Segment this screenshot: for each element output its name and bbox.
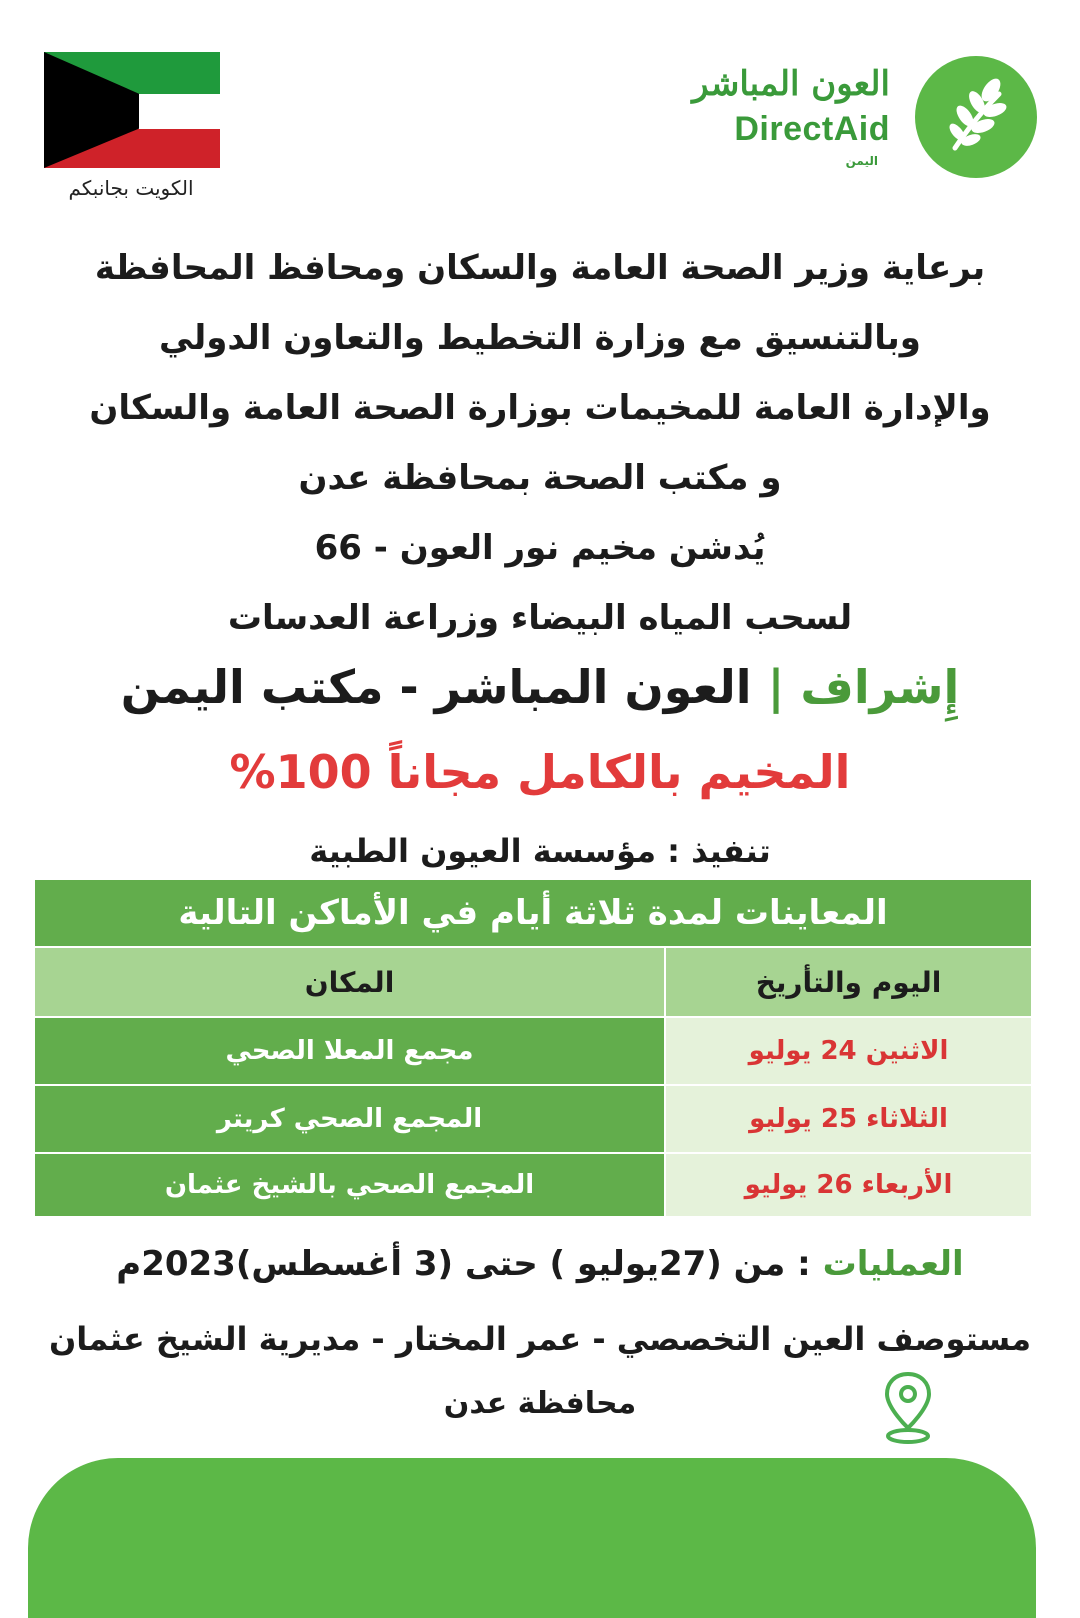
execution-line: تنفيذ : مؤسسة العيون الطبية — [309, 832, 771, 870]
camp-purpose-line: لسحب المياه البيضاء وزراعة العدسات — [227, 598, 853, 638]
row-place: مجمع المعلا الصحي — [35, 1018, 664, 1084]
table-header-row — [35, 948, 1031, 1016]
operations-dates: : من (27يوليو ) حتى (3 أغسطس)2023م — [116, 1244, 811, 1284]
row-place: المجمع الصحي كريتر — [35, 1086, 664, 1152]
intro-line-4: و مكتب الصحة بمحافظة عدن — [298, 458, 782, 498]
table-row — [35, 1086, 1031, 1152]
row-date: الاثنين 24 يوليو — [666, 1018, 1031, 1084]
free-notice: المخيم بالكامل مجاناً 100% — [229, 745, 851, 799]
camp-launch-line: يُدشن مخيم نور العون - 66 — [314, 528, 766, 568]
location-line-2: محافظة عدن — [443, 1386, 637, 1421]
column-header-place: المكان — [35, 948, 664, 1016]
intro-line-3: والإدارة العامة للمخيمات بوزارة الصحة العامة والسكان — [89, 388, 991, 428]
supervision-text: العون المباشر - مكتب اليمن — [120, 660, 752, 714]
table-row — [35, 1018, 1031, 1084]
kuwait-flag-icon — [44, 52, 220, 168]
row-place: المجمع الصحي بالشيخ عثمان — [35, 1154, 664, 1216]
schedule-title: المعاينات لمدة ثلاثة أيام في الأماكن التالية — [35, 880, 1031, 946]
row-date: الثلاثاء 25 يوليو — [666, 1086, 1031, 1152]
intro-line-2: وبالتنسيق مع وزارة التخطيط والتعاون الدولي — [159, 318, 921, 358]
supervision-line — [40, 660, 1040, 714]
table-row — [35, 1154, 1031, 1216]
row-date: الأربعاء 26 يوليو — [666, 1154, 1031, 1216]
footer-band — [28, 1458, 1036, 1618]
supervision-separator: | — [767, 660, 785, 714]
supervision-label: إِشراف — [800, 660, 960, 714]
operations-line — [40, 1244, 1040, 1284]
operations-label: العمليات — [822, 1244, 964, 1284]
location-line-1: مستوصف العين التخصصي - عمر المختار - مديرية الشيخ عثمان — [48, 1320, 1032, 1358]
wheat-leaf-icon — [915, 56, 1037, 178]
directaid-english-name: DirectAid — [734, 110, 890, 148]
directaid-country: اليمن — [845, 154, 878, 168]
kuwait-caption: الكويت بجانبكم — [68, 176, 194, 200]
location-pin-icon — [880, 1368, 936, 1448]
directaid-arabic-name: العون المباشر — [692, 64, 890, 104]
intro-line-1: برعاية وزير الصحة العامة والسكان ومحافظ المحافظة — [94, 248, 986, 288]
column-header-date: اليوم والتأريخ — [666, 948, 1031, 1016]
schedule-table — [35, 880, 1031, 1216]
